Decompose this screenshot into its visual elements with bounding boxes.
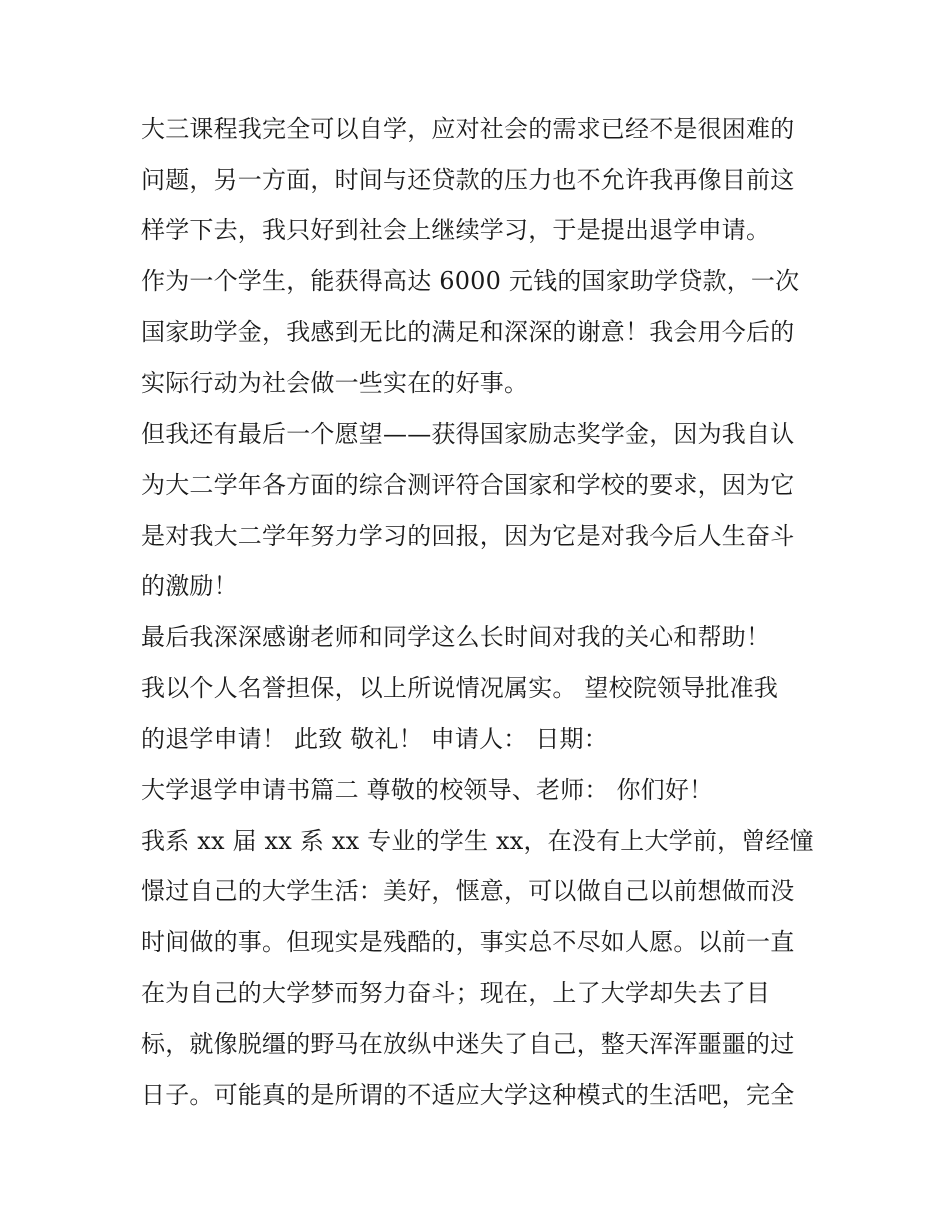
text-line: 作为一个学生，能获得高达 6000 元钱的国家助学贷款，一次 — [141, 267, 800, 295]
text-line: 我以个人名誉担保，以上所说情况属实。 望校院领导批准我 — [141, 674, 779, 702]
text-line: 国家助学金，我感到无比的满足和深深的谢意！我会用今后的 — [141, 318, 795, 346]
text-line: 样学下去，我只好到社会上继续学习，于是提出退学申请。 — [141, 216, 771, 244]
text-line: 时间做的事。但现实是残酷的，事实总不尽如人愿。以前一直 — [141, 928, 795, 956]
text-line: 的退学申请！ 此致 敬礼！ 申请人： 日期： — [141, 725, 608, 753]
text-line: 为大二学年各方面的综合测评符合国家和学校的要求，因为它 — [141, 471, 795, 499]
text-line: 最后我深深感谢老师和同学这么长时间对我的关心和帮助！ — [141, 623, 771, 651]
text-line: 日子。可能真的是所谓的不适应大学这种模式的生活吧，完全 — [141, 1081, 795, 1109]
text-line: 大学退学申请书篇二 尊敬的校领导、老师： 你们好！ — [141, 776, 714, 804]
text-line: 但我还有最后一个愿望——获得国家励志奖学金，因为我自认 — [141, 420, 795, 448]
text-line: 的激励！ — [141, 572, 238, 600]
text-line: 憬过自己的大学生活：美好，惬意，可以做自己以前想做而没 — [141, 877, 795, 905]
text-line: 在为自己的大学梦而努力奋斗；现在，上了大学却失去了目 — [141, 979, 771, 1007]
text-line: 问题，另一方面，时间与还贷款的压力也不允许我再像目前这 — [141, 166, 795, 194]
text-line: 实际行动为社会做一些实在的好事。 — [141, 369, 529, 397]
text-line: 是对我大二学年努力学习的回报，因为它是对我今后人生奋斗 — [141, 522, 795, 550]
text-line: 标，就像脱缰的野马在放纵中迷失了自己，整天浑浑噩噩的过 — [141, 1030, 795, 1058]
text-line: 大三课程我完全可以自学，应对社会的需求已经不是很困难的 — [141, 115, 795, 143]
text-line: 我系 xx 届 xx 系 xx 专业的学生 xx，在没有上大学前，曾经憧 — [141, 827, 814, 855]
